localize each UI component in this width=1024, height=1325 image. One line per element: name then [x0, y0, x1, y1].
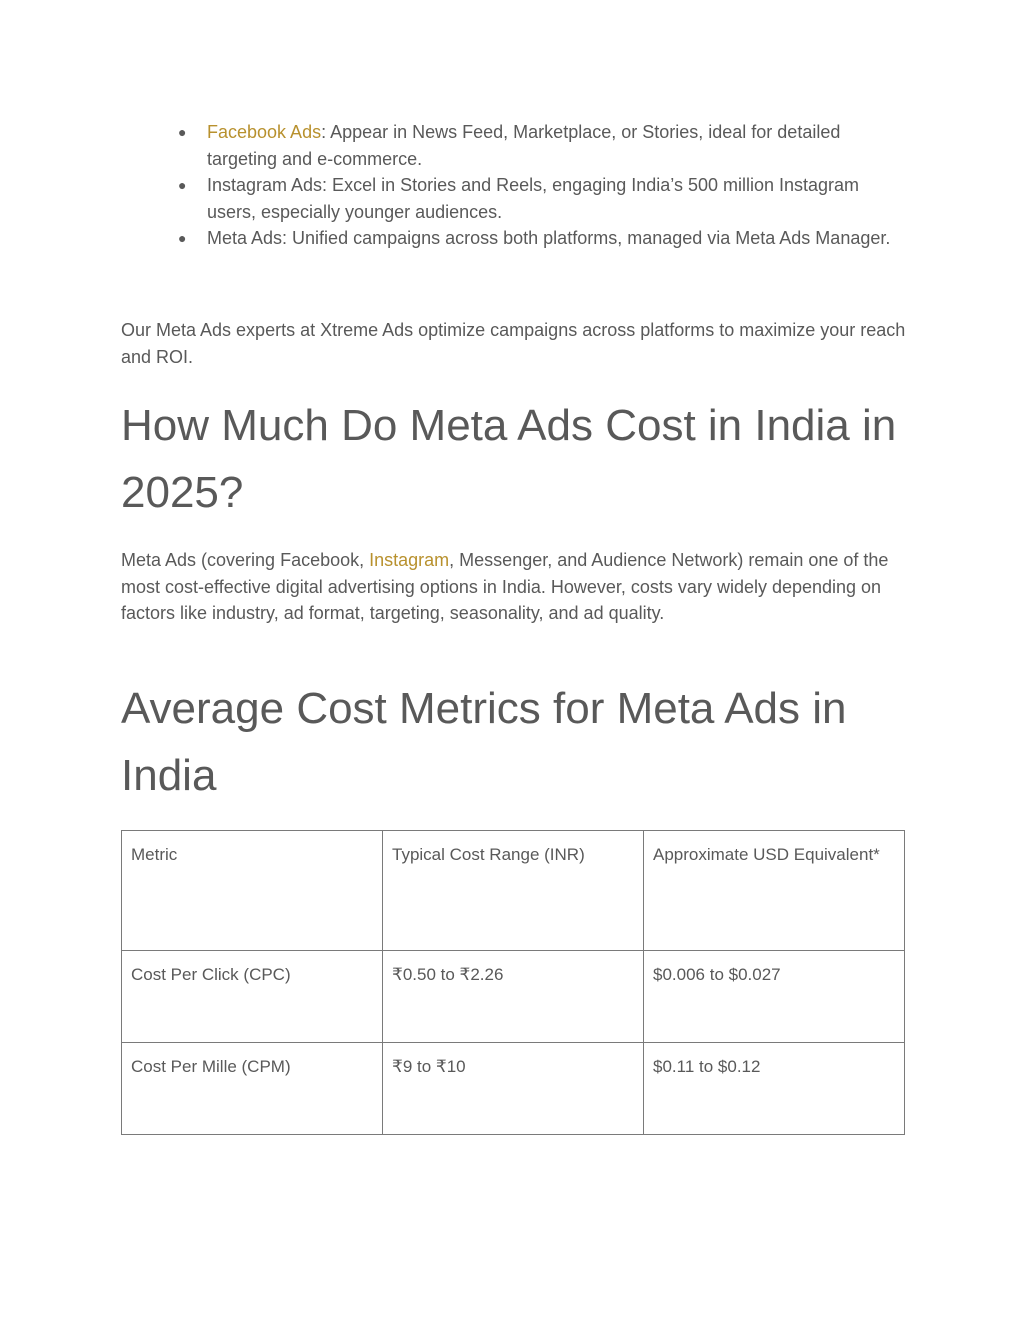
bullet-text: : Appear in News Feed, Marketplace, or Stories, ideal for detailed targeting and e-commerce. — [207, 122, 841, 169]
table-row — [122, 1043, 905, 1135]
bullet-meta-ads — [178, 225, 898, 252]
table-header-cell: Typical Cost Range (INR) — [383, 831, 644, 951]
table-cell: $0.11 to $0.12 — [644, 1043, 905, 1135]
instagram-link[interactable]: Instagram — [369, 550, 450, 570]
table-header-row — [122, 831, 905, 951]
bullet-text: Instagram Ads: Excel in Stories and Reels, engaging India’s 500 million Instagram users, especially younger audiences. — [207, 175, 860, 222]
table-header-cell: Approximate USD Equivalent* — [644, 831, 905, 951]
cost-paragraph — [121, 547, 911, 627]
table-header-cell: Metric — [122, 831, 383, 951]
cost-metrics-table — [121, 830, 905, 1135]
table-cell: ₹0.50 to ₹2.26 — [383, 951, 644, 1043]
cost-heading: How Much Do Meta Ads Cost in India in 2025? — [121, 401, 897, 517]
table-cell: Cost Per Mille (CPM) — [122, 1043, 383, 1135]
bullet-text: Meta Ads: Unified campaigns across both platforms, managed via Meta Ads Manager. — [207, 228, 891, 248]
bullet-facebook-ads — [178, 119, 898, 172]
cost-paragraph-text: Meta Ads (covering Facebook, — [121, 550, 370, 570]
facebook-ads-link[interactable]: Facebook Ads — [207, 122, 322, 142]
table-row — [122, 951, 905, 1043]
bullet-dot-icon: ● — [178, 230, 187, 246]
bullet-dot-icon: ● — [178, 177, 187, 193]
cost-paragraph-text: , Messenger, and Audience Network) remain one of the most cost-effective digital advertising options in India. However, costs vary widely depending on factors like industry, ad format, targeting, seasonality, and ad quality. — [121, 550, 889, 623]
bullet-instagram-ads — [178, 172, 898, 225]
table-cell: ₹9 to ₹10 — [383, 1043, 644, 1135]
intro-paragraph: Our Meta Ads experts at Xtreme Ads optimize campaigns across platforms to maximize your reach and ROI. — [121, 320, 906, 367]
platform-bullet-list — [178, 119, 898, 252]
metrics-heading: Average Cost Metrics for Meta Ads in India — [121, 684, 847, 800]
table-cell: $0.006 to $0.027 — [644, 951, 905, 1043]
table-cell: Cost Per Click (CPC) — [122, 951, 383, 1043]
bullet-dot-icon: ● — [178, 124, 187, 140]
